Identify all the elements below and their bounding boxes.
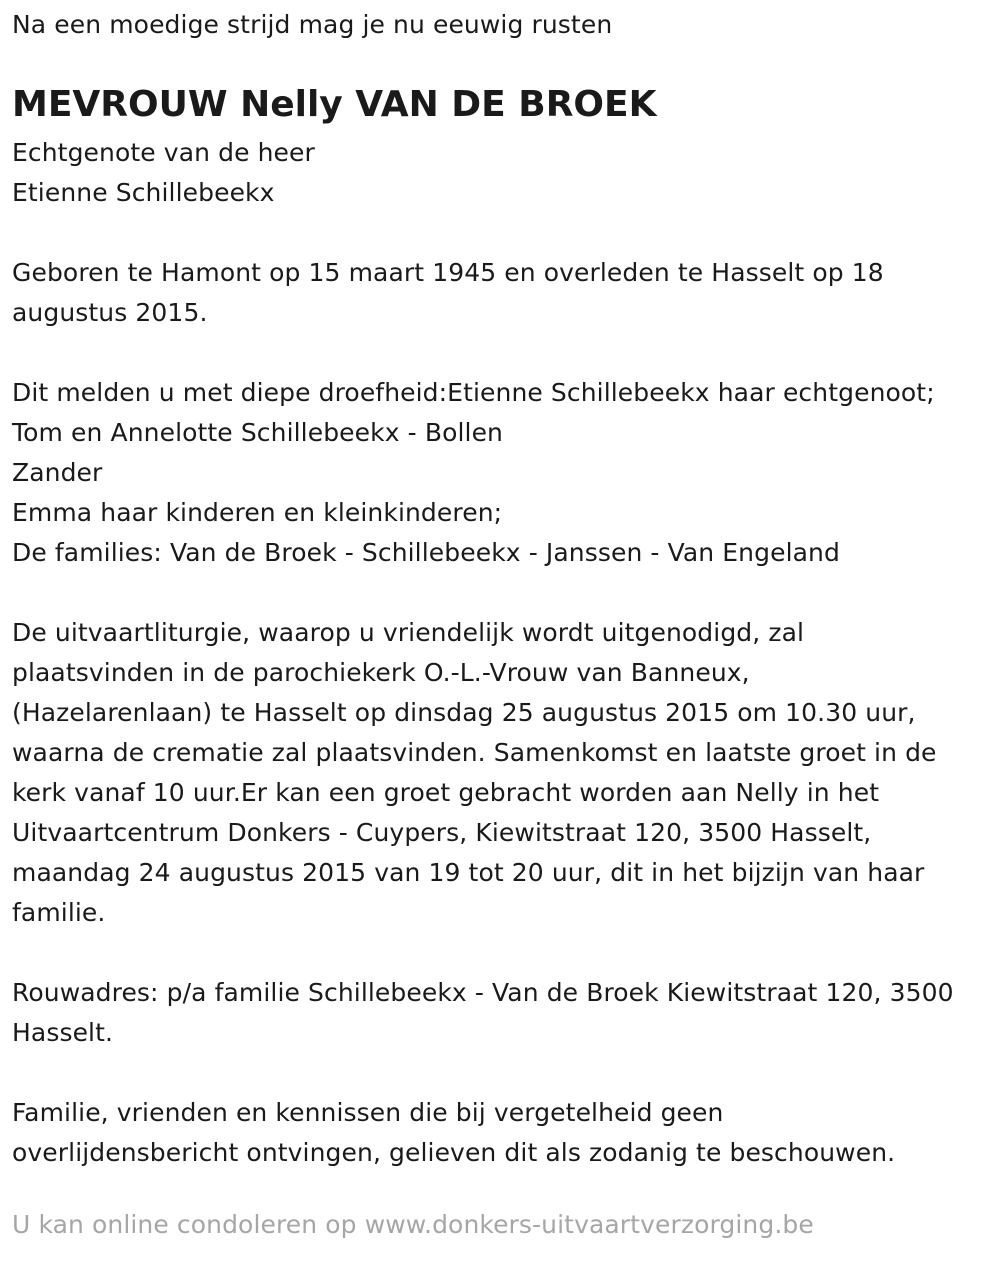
funeral-line: kerk vanaf 10 uur.Er kan een groet gebracht worden aan Nelly in het (12, 778, 880, 807)
spacer (12, 213, 988, 253)
funeral-line: familie. (12, 898, 106, 927)
spouse-block (12, 133, 988, 213)
funeral-line: De uitvaartliturgie, waarop u vriendelijk wordt uitgenodigd, zal (12, 618, 805, 647)
funeral-line: maandag 24 augustus 2015 van 19 tot 20 uur, dit in het bijzijn van haar (12, 858, 925, 887)
deceased-name: MEVROUW Nelly VAN DE BROEK (12, 84, 657, 125)
spacer (12, 933, 988, 973)
spacer (12, 333, 988, 373)
mourning-address-block (12, 973, 988, 1053)
mourning-address-line: Hasselt. (12, 1018, 114, 1047)
spouse-line: Etienne Schillebeekx (12, 178, 275, 207)
spacer (12, 573, 988, 613)
mourning-address-line: Rouwadres: p/a familie Schillebeekx - Van de Broek Kiewitstraat 120, 3500 (12, 978, 954, 1007)
notice-block (12, 1093, 988, 1173)
family-line: Dit melden u met diepe droefheid:Etienne Schillebeekx haar echtgenoot; (12, 378, 935, 407)
birth-death-line: augustus 2015. (12, 298, 208, 327)
family-line: De families: Van de Broek - Schillebeekx - Janssen - Van Engeland (12, 538, 840, 567)
notice-line: overlijdensbericht ontvingen, gelieven dit als zodanig te beschouwen. (12, 1138, 896, 1167)
intro-text: Na een moedige strijd mag je nu eeuwig rusten (12, 10, 613, 39)
notice-line: Familie, vrienden en kennissen die bij vergetelheid geen (12, 1098, 724, 1127)
funeral-line: (Hazelarenlaan) te Hasselt op dinsdag 25 augustus 2015 om 10.30 uur, (12, 698, 916, 727)
family-line: Tom en Annelotte Schillebeekx - Bollen (12, 418, 503, 447)
funeral-line: waarna de crematie zal plaatsvinden. Samenkomst en laatste groet in de (12, 738, 937, 767)
funeral-line: Uitvaartcentrum Donkers - Cuypers, Kiewitstraat 120, 3500 Hasselt, (12, 818, 872, 847)
spouse-line: Echtgenote van de heer (12, 138, 315, 167)
funeral-block (12, 613, 988, 933)
condolence-link[interactable]: U kan online condoleren op www.donkers-uitvaartverzorging.be (12, 1210, 814, 1239)
family-line: Zander (12, 458, 103, 487)
birth-death-block (12, 253, 988, 333)
spacer (12, 1053, 988, 1093)
family-line: Emma haar kinderen en kleinkinderen; (12, 498, 503, 527)
family-block (12, 373, 988, 573)
birth-death-line: Geboren te Hamont op 15 maart 1945 en overleden te Hasselt op 18 (12, 258, 884, 287)
funeral-line: plaatsvinden in de parochiekerk O.-L.-Vrouw van Banneux, (12, 658, 750, 687)
